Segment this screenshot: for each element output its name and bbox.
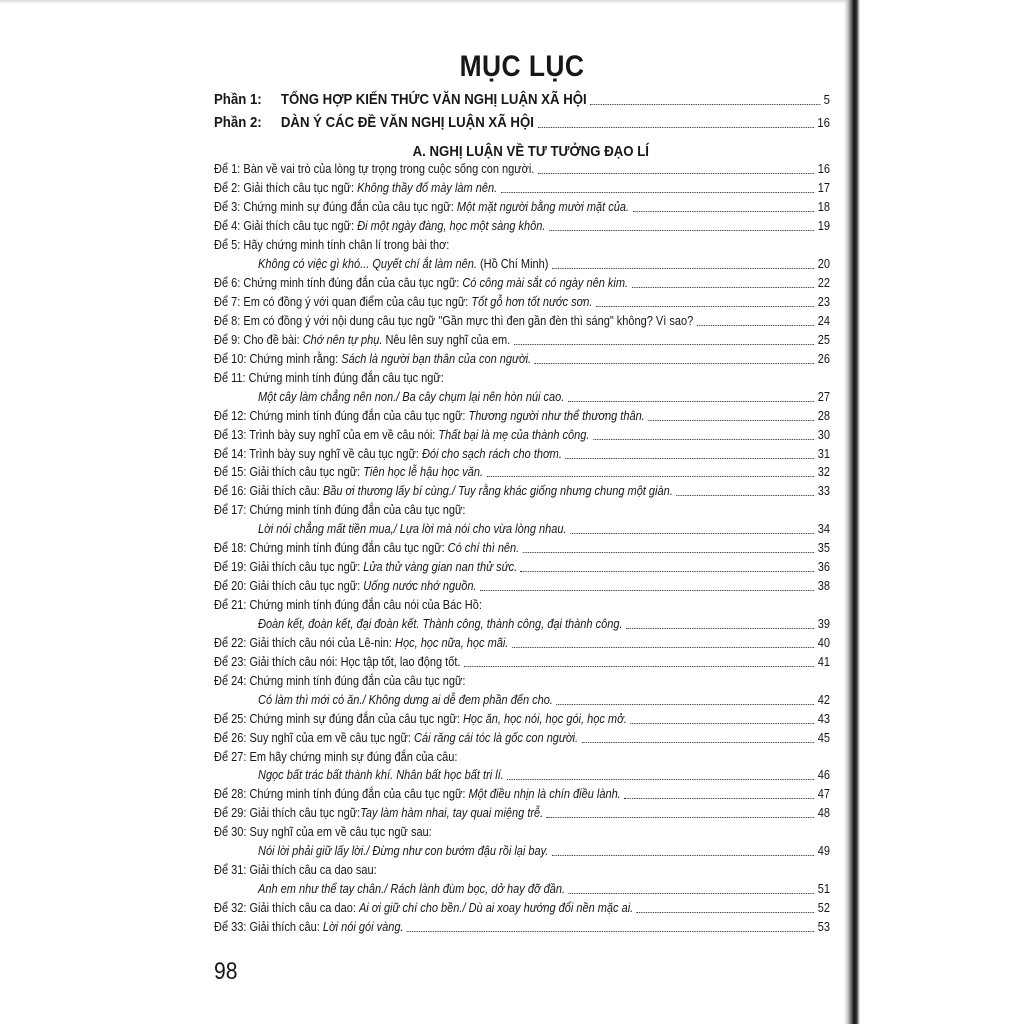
toc-entry: [214, 501, 830, 520]
dot-leader: [630, 723, 814, 724]
entry-text: Chứng minh tính đúng đắn của câu tục ngữ:: [249, 408, 469, 423]
toc-entry: [214, 312, 830, 331]
entry-text: Chứng minh tính đúng đắn của câu tục ngữ:: [243, 276, 463, 291]
dot-leader: [507, 779, 814, 780]
toc-entry: [214, 899, 830, 918]
entry-page: 42: [817, 692, 830, 707]
toc-page: [214, 0, 830, 1024]
entry-page: 30: [817, 427, 830, 442]
entry-body: [214, 634, 508, 653]
toc-entry-continuation: [214, 880, 830, 899]
entry-page: 48: [817, 806, 830, 821]
entry-page: 38: [817, 579, 830, 594]
dot-leader: [626, 628, 814, 629]
entry-body: [214, 558, 517, 577]
toc-entry: [214, 710, 830, 729]
entry-page: 22: [817, 276, 830, 291]
entry-page: 32: [817, 465, 830, 480]
section-heading: A. NGHỊ LUẬN VỀ TƯ TƯỞNG ĐẠO LÍ: [412, 143, 649, 160]
dot-leader: [556, 704, 814, 705]
page-title: MỤC LỤC: [459, 50, 585, 83]
dot-leader: [648, 420, 814, 421]
entry-label: Để 1:: [214, 162, 241, 177]
dot-leader: [521, 571, 815, 572]
entry-page: 53: [817, 919, 830, 934]
entry-label: Để 4:: [214, 219, 241, 234]
entry-label: Để 14:: [214, 446, 247, 461]
entry-page: 25: [817, 332, 830, 347]
entry-quote: Nói lời phải giữ lấy lời./ Đừng như con bướm đậu rồi lại bay.: [258, 844, 549, 859]
entry-page: 28: [817, 408, 830, 423]
entry-label: Để 23:: [214, 654, 247, 669]
entry-text: Hãy chứng minh tính chân lí trong bài thơ:: [243, 238, 450, 253]
dot-leader: [407, 931, 814, 932]
dot-leader: [538, 173, 814, 174]
dot-leader: [501, 192, 815, 193]
entry-body: [214, 766, 504, 785]
part-label: Phần 2:: [214, 114, 262, 131]
entry-quote: Anh em như thể tay chân./ Rách lành đùm bọc, dở hay đỡ đần.: [258, 882, 566, 897]
entry-text: Giải thích câu:: [249, 484, 323, 499]
entry-label: Để 22:: [214, 635, 247, 650]
entry-text: Em hãy chứng minh sự đúng đắn của câu:: [249, 749, 458, 764]
entry-label: Để 18:: [214, 541, 247, 556]
entry-body: [214, 274, 628, 293]
entry-label: Để 24:: [214, 673, 247, 688]
dot-leader: [632, 287, 815, 288]
entry-text: Chứng minh tính đúng đắn của câu tục ngữ:: [249, 673, 466, 688]
entry-quote: Lửa thử vàng gian nan thử sức.: [363, 560, 518, 575]
entry-text-after: Nêu lên suy nghĩ của em.: [382, 332, 511, 347]
dot-leader: [549, 230, 814, 231]
toc-entry: [214, 804, 830, 823]
entry-text: Trình bày suy nghĩ của em về câu nói:: [249, 427, 439, 442]
dot-leader: [582, 742, 815, 743]
entry-quote: Học, học nữa, học mãi.: [395, 635, 509, 650]
entry-label: Để 21:: [214, 598, 247, 613]
entry-page: 23: [817, 295, 830, 310]
entry-page: 51: [817, 882, 830, 897]
toc-entry: [214, 445, 830, 464]
toc-entry: [214, 634, 830, 653]
entry-body: [214, 880, 565, 899]
entry-label: Để 11:: [214, 370, 246, 385]
toc-entry-continuation: [214, 842, 830, 861]
entry-label: Để 13:: [214, 427, 247, 442]
part-title: TỔNG HỢP KIẾN THỨC VĂN NGHỊ LUẬN XÃ HỘI: [280, 91, 587, 108]
entry-label: Để 32:: [214, 901, 247, 916]
entry-text: Giải thích câu ca dao:: [249, 901, 359, 916]
entry-body: [214, 217, 545, 236]
toc-part-row-2: [214, 113, 830, 133]
entry-body: [214, 407, 645, 426]
entry-page: 35: [817, 541, 830, 556]
toc-entry: [214, 369, 830, 388]
dot-leader: [512, 647, 814, 648]
entry-body: [214, 482, 673, 501]
entry-quote: Không thầy đố mày làm nên.: [357, 181, 498, 196]
part-title: DÀN Ý CÁC ĐỀ VĂN NGHỊ LUẬN XÃ HỘI: [280, 114, 534, 131]
entry-text: Giải thích câu nói của Lê-nin:: [249, 635, 396, 650]
entry-body: [214, 350, 531, 369]
entry-label: Để 10:: [214, 351, 247, 366]
toc-entry-continuation: [214, 520, 830, 539]
entry-text: Em có đồng ý với quan điểm của câu tục ngữ:: [243, 295, 472, 310]
entry-text: Giải thích câu tục ngữ:: [249, 560, 364, 575]
dot-leader: [697, 325, 814, 326]
entry-page: 36: [817, 560, 830, 575]
entry-page: 49: [817, 844, 830, 859]
toc-entry-continuation: [214, 767, 830, 786]
entry-text: Chứng minh tính đúng đắn của câu tục ngữ:: [249, 787, 469, 802]
entry-body: [214, 653, 460, 672]
entry-quote: Ai ơi giữ chí cho bền./ Dù ai xoay hướng đổi nền mặc ai.: [358, 901, 634, 916]
dot-leader: [552, 855, 814, 856]
entry-body: [214, 463, 483, 482]
toc-entry: [214, 274, 830, 293]
entry-label: Để 12:: [214, 408, 247, 423]
dot-leader: [514, 344, 815, 345]
entry-body: [214, 255, 548, 274]
entry-label: Để 3:: [214, 200, 241, 215]
entry-label: Để 2:: [214, 181, 241, 196]
part-page: 16: [817, 115, 830, 130]
entry-text: Chứng minh sự đúng đắn của câu tục ngữ:: [249, 711, 463, 726]
entry-quote: Cái răng cái tóc là gốc con người.: [414, 730, 579, 745]
entry-label: Để 8:: [214, 313, 241, 328]
entry-page: 17: [817, 181, 830, 196]
toc-entry: [214, 653, 830, 672]
toc-entry: [214, 558, 830, 577]
entry-label: Để 33:: [214, 919, 247, 934]
entry-text: Chứng minh rằng:: [249, 351, 342, 366]
entry-label: Để 25:: [214, 711, 247, 726]
entry-body: [214, 426, 589, 445]
entry-page: 31: [817, 446, 830, 461]
entry-quote: Tay làm hàm nhai, tay quai miệng trễ.: [360, 806, 544, 821]
entry-page: 43: [817, 711, 830, 726]
entry-body: [214, 369, 444, 388]
entry-page: 40: [817, 635, 830, 650]
entry-body: [214, 520, 567, 539]
toc-entry: [214, 729, 830, 748]
entry-label: Để 9:: [214, 332, 241, 347]
dot-leader: [676, 495, 814, 496]
entry-label: Để 5:: [214, 238, 241, 253]
entry-text: Suy nghĩ của em về câu tục ngữ sau:: [249, 825, 432, 840]
dot-leader: [535, 363, 815, 364]
toc-entry: [214, 918, 830, 937]
entry-quote: Đoàn kết, đoàn kết, đại đoàn kết. Thành công, thành công, đại thành công.: [258, 616, 623, 631]
entry-page: 24: [817, 313, 830, 328]
toc-entry-list: [214, 161, 830, 937]
entry-quote: Đói cho sạch rách cho thơm.: [421, 446, 562, 461]
entry-quote: Không có việc gì khó... Quyết chí ắt làm nên.: [258, 257, 477, 272]
scan-edge: [844, 0, 860, 1024]
entry-label: Để 30:: [214, 825, 247, 840]
entry-quote: Có làm thì mới có ăn./ Không dưng ai dễ đem phần đến cho.: [258, 692, 553, 707]
entry-text: Chứng minh tính đúng đắn câu tục ngữ:: [249, 541, 448, 556]
dot-leader: [537, 127, 813, 128]
toc-entry: [214, 161, 830, 180]
entry-text: Giải thích câu nói: Học tập tốt, lao động tốt.: [249, 654, 461, 669]
entry-quote: Một cây làm chẳng nên non./ Ba cây chụm lại nên hòn núi cao.: [258, 389, 565, 404]
entry-page: 47: [817, 787, 830, 802]
entry-text: Chứng minh tính đúng đắn câu nói của Bác Hồ:: [249, 598, 482, 613]
entry-body: [214, 785, 621, 804]
entry-page: 34: [817, 522, 830, 537]
entry-body: [214, 445, 562, 464]
entry-quote: Một mặt người bằng mười mặt của.: [456, 200, 630, 215]
dot-leader: [523, 552, 814, 553]
toc-entry: [214, 785, 830, 804]
entry-quote: Một điều nhịn là chín điều lành.: [468, 787, 621, 802]
entry-page: 18: [817, 200, 830, 215]
entry-quote: Ngọc bất trác bất thành khí. Nhân bất học bất tri lí.: [258, 768, 504, 783]
toc-entry: [214, 236, 830, 255]
entry-text: Chứng minh sự đúng đắn của câu tục ngữ:: [243, 200, 457, 215]
part-page: 5: [823, 92, 830, 107]
entry-text: Giải thích câu tục ngữ:: [249, 579, 364, 594]
entry-body: [214, 842, 548, 861]
toc-entry: [214, 426, 830, 445]
entry-body: [214, 293, 592, 312]
toc-entry: [214, 464, 830, 483]
dot-leader: [569, 893, 815, 894]
entry-label: Để 20:: [214, 579, 247, 594]
toc-entry: [214, 748, 830, 767]
entry-quote: Tiên học lễ hậu học văn.: [363, 465, 484, 480]
entry-text: Giải thích câu tục ngữ:: [243, 181, 358, 196]
entry-page: 16: [817, 162, 830, 177]
dot-leader: [637, 912, 814, 913]
entry-text: Chứng minh tính đúng đắn của câu tục ngữ:: [249, 503, 466, 518]
toc-entry: [214, 596, 830, 615]
page-number: 98: [214, 958, 238, 985]
toc-entry: [214, 293, 830, 312]
dot-leader: [590, 104, 820, 105]
entry-body: [214, 918, 404, 937]
toc-entry: [214, 331, 830, 350]
dot-leader: [552, 268, 814, 269]
entry-quote: Thất bại là mẹ của thành công.: [438, 427, 590, 442]
toc-entry: [214, 407, 830, 426]
entry-body: [214, 331, 510, 350]
entry-label: Để 28:: [214, 787, 247, 802]
toc-entry-continuation: [214, 388, 830, 407]
toc-entry-continuation: [214, 255, 830, 274]
entry-label: Để 7:: [214, 295, 241, 310]
dot-leader: [624, 798, 814, 799]
entry-quote: Lời nói chẳng mất tiền mua,/ Lựa lời mà nói cho vừa lòng nhau.: [258, 522, 567, 537]
entry-page: 33: [817, 484, 830, 499]
entry-page: 27: [817, 389, 830, 404]
entry-quote: Học ăn, học nói, học gói, học mở.: [462, 711, 627, 726]
entry-body: [214, 899, 633, 918]
entry-label: Để 16:: [214, 484, 247, 499]
toc-entry-continuation: [214, 615, 830, 634]
toc-entry: [214, 350, 830, 369]
dot-leader: [633, 211, 815, 212]
entry-body: [214, 179, 497, 198]
entry-page: 52: [817, 901, 830, 916]
entry-page: 19: [817, 219, 830, 234]
dot-leader: [565, 458, 814, 459]
entry-quote: Uống nước nhớ nguồn.: [363, 579, 477, 594]
entry-quote: Lời nói gói vàng.: [322, 919, 404, 934]
entry-text: Giải thích câu tục ngữ:: [249, 465, 364, 480]
dot-leader: [464, 666, 814, 667]
toc-entry: [214, 823, 830, 842]
entry-label: Để 31:: [214, 863, 247, 878]
entry-text: Trình bày suy nghĩ về câu tục ngữ:: [249, 446, 422, 461]
entry-text: Giải thích câu:: [249, 919, 323, 934]
dot-leader: [593, 439, 814, 440]
entry-body: [214, 710, 627, 729]
entry-body: [214, 236, 449, 255]
entry-body: [214, 729, 578, 748]
toc-entry: [214, 482, 830, 501]
entry-body: [214, 388, 564, 407]
entry-label: Để 6:: [214, 276, 241, 291]
toc-part-row-1: [214, 90, 830, 110]
entry-text: Bàn về vai trò của lòng tự trọng trong cuộc sống con người.: [243, 162, 535, 177]
entry-text: Cho đề bài:: [243, 332, 303, 347]
entry-quote: Có công mài sắt có ngày nên kim.: [462, 276, 629, 291]
entry-label: Để 19:: [214, 560, 247, 575]
dot-leader: [547, 817, 815, 818]
entry-body: [214, 539, 519, 558]
dot-leader: [596, 306, 814, 307]
toc-entry: [214, 577, 830, 596]
entry-quote: Có chí thì nên.: [447, 541, 520, 556]
entry-body: [214, 160, 534, 179]
entry-label: Để 15:: [214, 465, 247, 480]
entry-body: [214, 198, 629, 217]
entry-label: Để 29:: [214, 806, 247, 821]
entry-text: Em có đồng ý với nội dung câu tục ngữ "Gần mực thì đen gần đèn thì sáng" không? Vì sao?: [243, 313, 694, 328]
entry-page: 45: [817, 730, 830, 745]
entry-page: 46: [817, 768, 830, 783]
toc-entry: [214, 217, 830, 236]
entry-body: [214, 577, 477, 596]
entry-text: Giải thích câu tục ngữ:: [249, 806, 361, 821]
part-label: Phần 1:: [214, 91, 262, 108]
toc-entry: [214, 672, 830, 691]
entry-quote: Chớ nên tự phụ.: [302, 332, 383, 347]
entry-text: Giải thích câu ca dao sau:: [249, 863, 377, 878]
entry-body: [214, 672, 465, 691]
toc-entry: [214, 861, 830, 880]
entry-label: Để 17:: [214, 503, 247, 518]
entry-quote: Thương người như thể thương thân.: [468, 408, 645, 423]
entry-body: [214, 312, 693, 331]
entry-page: 41: [817, 654, 830, 669]
entry-body: [214, 615, 622, 634]
entry-label: Để 26:: [214, 730, 247, 745]
entry-quote: Sách là người bạn thân của con người.: [341, 351, 532, 366]
entry-page: 26: [817, 351, 830, 366]
entry-quote: Tốt gỗ hơn tốt nước sơn.: [471, 295, 593, 310]
toc-entry: [214, 179, 830, 198]
dot-leader: [570, 533, 814, 534]
toc-entry: [214, 539, 830, 558]
entry-quote: Đi một ngày đàng, học một sàng khôn.: [357, 219, 546, 234]
entry-body: [214, 823, 432, 842]
entry-text: Suy nghĩ của em về câu tục ngữ:: [249, 730, 415, 745]
entry-body: [214, 861, 377, 880]
entry-page: 39: [817, 616, 830, 631]
entry-body: [214, 748, 457, 767]
entry-text-after: (Hồ Chí Minh): [476, 257, 549, 272]
entry-text: Giải thích câu tục ngữ:: [243, 219, 358, 234]
entry-page: 20: [817, 257, 830, 272]
entry-body: [214, 804, 543, 823]
entry-text: Chứng minh tính đúng đắn câu tục ngữ:: [248, 370, 444, 385]
dot-leader: [487, 476, 815, 477]
toc-entry: [214, 198, 830, 217]
entry-quote: Bầu ơi thương lấy bí cùng./ Tuy rằng khác giống nhưng chung một giàn.: [322, 484, 673, 499]
dot-leader: [480, 590, 814, 591]
toc-entry-continuation: [214, 691, 830, 710]
entry-body: [214, 596, 482, 615]
entry-body: [214, 691, 553, 710]
entry-label: Để 27:: [214, 749, 247, 764]
dot-leader: [568, 401, 814, 402]
entry-body: [214, 501, 465, 520]
